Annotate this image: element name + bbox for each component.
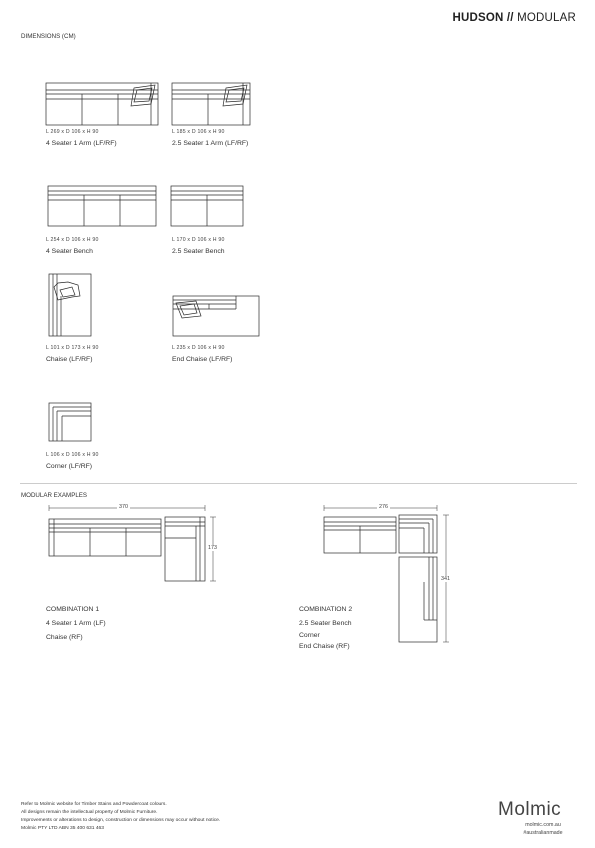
combination-2-item: End Chaise (RF) [299, 643, 350, 650]
combination-1-item: 4 Seater 1 Arm (LF) [46, 620, 106, 627]
name-4-seater-1-arm: 4 Seater 1 Arm (LF/RF) [46, 140, 117, 147]
drawing-combination-1 [49, 505, 216, 581]
dimensions-2-5-seater-1-arm: L 185 x D 106 x H 90 [172, 129, 225, 135]
dimensions-4-seater-1-arm: L 269 x D 106 x H 90 [46, 129, 99, 135]
drawing-2-5-seater-1-arm [172, 83, 250, 125]
dimensions-2-5-seater-bench: L 170 x D 106 x H 90 [172, 237, 225, 243]
combination-2-width-label: 276 [379, 504, 388, 510]
hashtag: #australianmade [523, 830, 563, 836]
footer-line: Molmic PTY LTD ABN 35 400 631 463 [21, 826, 105, 831]
combination-1-depth-label: 173 [208, 545, 217, 551]
name-2-5-seater-bench: 2.5 Seater Bench [172, 248, 225, 255]
drawing-chaise [49, 274, 91, 336]
collection-name: MODULAR [517, 12, 576, 24]
dimensions-chaise: L 101 x D 173 x H 90 [46, 345, 99, 351]
footer-notes [21, 801, 220, 833]
website-link[interactable]: molmic.com.au [525, 822, 561, 828]
combination-1-item: Chaise (RF) [46, 634, 83, 641]
footer-line: Improvements or alterations to design, construction or dimensions may occur without notice. [21, 818, 221, 823]
molmic-logo: Molmic [498, 799, 562, 820]
dimensions-end-chaise: L 235 x D 106 x H 90 [172, 345, 225, 351]
drawing-2-5-seater-bench [171, 186, 243, 226]
footer-line: All designs remain the intellectual property of Molmic Furniture. [21, 810, 158, 815]
combination-2-title: COMBINATION 2 [299, 606, 353, 613]
drawing-end-chaise [173, 296, 259, 336]
dimensions-corner: L 106 x D 106 x H 90 [46, 452, 99, 458]
brand-name: HUDSON [452, 12, 504, 24]
drawing-4-seater-bench [48, 186, 156, 226]
combination-1-title: COMBINATION 1 [46, 606, 100, 613]
name-4-seater-bench: 4 Seater Bench [46, 248, 93, 255]
name-end-chaise: End Chaise (LF/RF) [172, 356, 233, 363]
combination-2-depth-label: 341 [441, 576, 450, 582]
name-corner: Corner (LF/RF) [46, 463, 93, 470]
logo-subtext [512, 821, 574, 837]
section-examples-heading: MODULAR EXAMPLES [21, 492, 88, 499]
combination-2-item: Corner [299, 632, 320, 639]
footer-line: Refer to Molmic website for Timber Stains and Powdercoat colours. [21, 802, 167, 807]
drawing-corner [49, 403, 91, 441]
section-divider [20, 483, 577, 484]
drawing-4-seater-1-arm [46, 83, 158, 125]
combination-2-block [299, 603, 352, 652]
combination-2-item: 2.5 Seater Bench [299, 619, 352, 627]
combination-1-block [46, 603, 106, 645]
name-chaise: Chaise (LF/RF) [46, 356, 93, 363]
combination-1-width-label: 370 [119, 504, 128, 510]
name-2-5-seater-1-arm: 2.5 Seater 1 Arm (LF/RF) [172, 140, 249, 147]
dimensions-4-seater-bench: L 254 x D 106 x H 90 [46, 237, 99, 243]
section-dimensions-heading: DIMENSIONS (CM) [21, 33, 76, 40]
title-separator: // [506, 12, 514, 24]
